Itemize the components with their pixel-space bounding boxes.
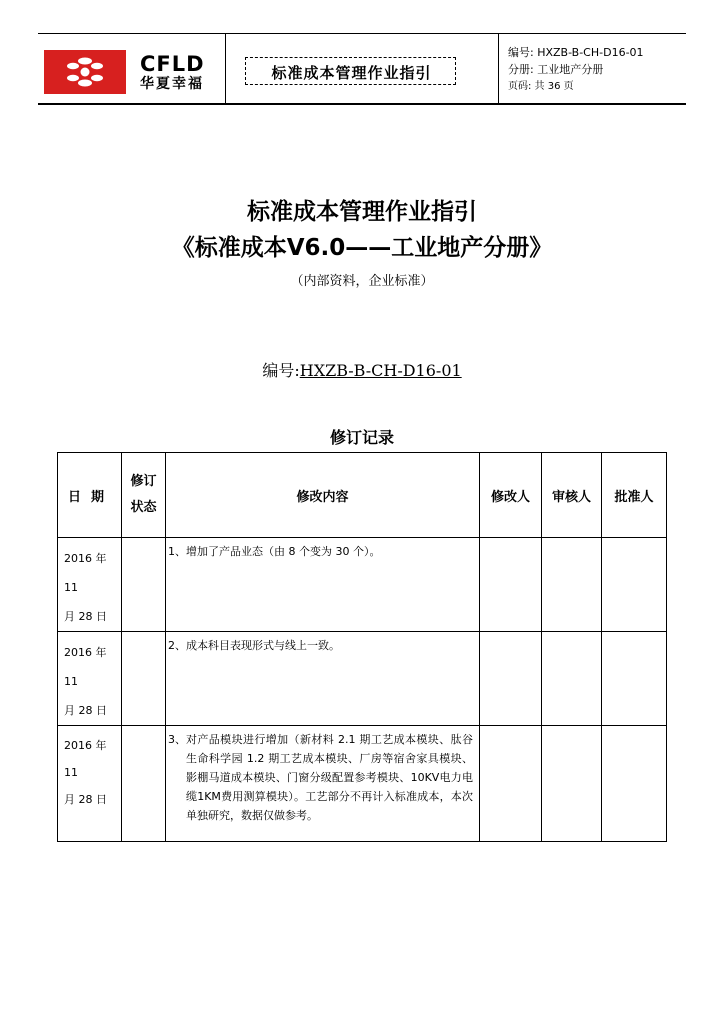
row-date [58,726,122,842]
column-header-modifier: 修改人 [480,453,542,538]
header-top-rule [38,33,686,34]
header-divider-1 [225,33,226,103]
row-status [122,726,166,842]
row-content-text: 对产品模块进行增加（新材料 2.1 期工艺成本模块、肽谷生命科学园 1.2 期工艺成本模块、厂房等宿舍家具模块、影棚马道成本模块、门窗分级配置参考模块、10KV电力电缆1KM费用测算模块）。工艺部分不再计入标准成本，本次单独研究，数据仅做参考。 [186,733,473,822]
row-modifier [480,726,542,842]
header-bottom-rule [38,103,686,105]
table-row [58,538,667,632]
row-content [166,538,480,632]
row-date-line1: 2016 年 11 [64,739,107,779]
row-status [122,632,166,726]
row-number: 1、 [168,545,186,558]
document-title: 标准成本管理作业指引 [247,199,477,225]
row-reviewer [542,726,602,842]
table-header-row [58,453,667,538]
row-reviewer [542,632,602,726]
row-date [58,632,122,726]
column-header-date: 日期 [58,453,122,538]
revision-table [57,452,667,842]
logo-text-en: CFLD [140,52,205,76]
table-row [58,632,667,726]
document-number-value: HXZB-B-CH-D16-01 [299,361,462,380]
row-content [166,632,480,726]
document-classification: （内部资料，企业标准） [290,274,434,289]
column-header-status [122,453,166,538]
document-subtitle-volume: 《标准成本V6.0——工业地产分册》 [171,235,553,261]
column-header-reviewer: 审核人 [542,453,602,538]
header-divider-2 [498,33,499,103]
row-approver [602,538,667,632]
row-content-text: 成本科目表现形式与线上一致。 [186,639,340,652]
row-approver [602,632,667,726]
row-content-text: 增加了产品业态（由 8 个变为 30 个）。 [186,545,381,558]
header-pages: 页码: 共 36 页 [508,81,574,92]
header-title-box [245,57,456,85]
column-header-content: 修改内容 [166,453,480,538]
logo-text-cn: 华夏幸福 [140,76,204,92]
row-content [166,726,480,842]
cfld-logo-icon [44,50,126,94]
row-date-line1: 2016 年 11 [64,646,107,688]
row-date-line1: 2016 年 11 [64,552,107,594]
revision-record-title: 修订记录 [329,428,394,447]
column-header-status-top: 修订 [130,474,157,489]
row-number: 3、 [168,733,186,746]
row-approver [602,726,667,842]
header-title: 标准成本管理作业指引 [271,64,432,82]
row-modifier [480,538,542,632]
document-number [0,358,724,381]
row-date-line2: 月 28 日 [64,704,107,717]
row-date-line2: 月 28 日 [64,610,107,623]
row-date-line2: 月 28 日 [64,793,107,806]
header-volume: 分册: 工业地产分册 [508,63,604,76]
column-header-approver: 批准人 [602,453,667,538]
header-doc-no: 编号: HXZB-B-CH-D16-01 [508,46,644,59]
row-date [58,538,122,632]
row-modifier [480,632,542,726]
row-reviewer [542,538,602,632]
table-row [58,726,667,842]
row-status [122,538,166,632]
document-number-label: 编号: [262,361,300,380]
row-number: 2、 [168,639,186,652]
column-header-status-bottom: 状态 [130,500,157,515]
